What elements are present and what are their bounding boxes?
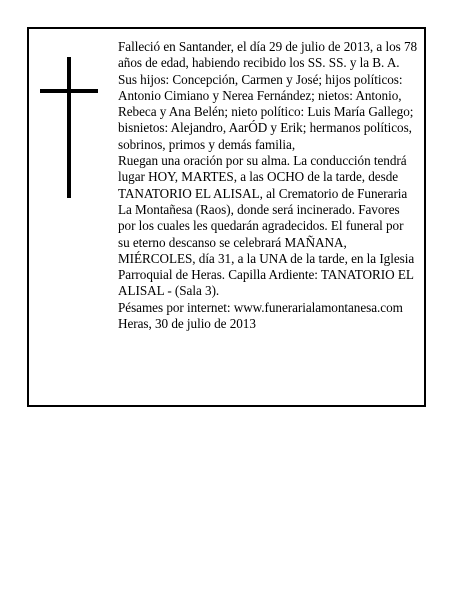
cross-horizontal-bar [40, 89, 98, 93]
condolences-website: Pésames por internet: www.funerarialamontanesa.com [118, 299, 403, 315]
death-announcement: Falleció en Santander, el día 29 de julio de 2013, a los 78 años de edad, habiendo recibido los SS. SS. y la B. A. [118, 39, 418, 71]
obituary-text [118, 39, 418, 332]
cross-vertical-bar [67, 57, 71, 198]
family-list: Sus hijos: Concepción, Carmen y José; hijos políticos: Antonio Cimiano y Nerea Fernández; nietos: Antonio, Rebeca y Ana Belén; nieto político: Luis María Gallego; bisnietos: Alejandro, AarÓD y Erik; hermanos políticos, sobrinos, primos y demás familia, [118, 71, 414, 152]
obituary-notice [27, 27, 426, 407]
place-and-date: Heras, 30 de julio de 2013 [118, 316, 256, 332]
funeral-arrangements: Ruegan una oración por su alma. La conducción tendrá lugar HOY, MARTES, a las OCHO de la tarde, desde TANATORIO EL ALISAL, al Crematorio de Funeraria La Montañesa (Raos), donde será incinerado. Favores por los cuales les quedarán agradecidos. El funeral por su eterno descanso se celebrará MAÑANA, MIÉRCOLES, día 31, a la UNA de la tarde, en la Iglesia Parroquial de Heras. Capilla Ardiente: TANATORIO EL ALISAL - (Sala 3). [118, 153, 415, 299]
